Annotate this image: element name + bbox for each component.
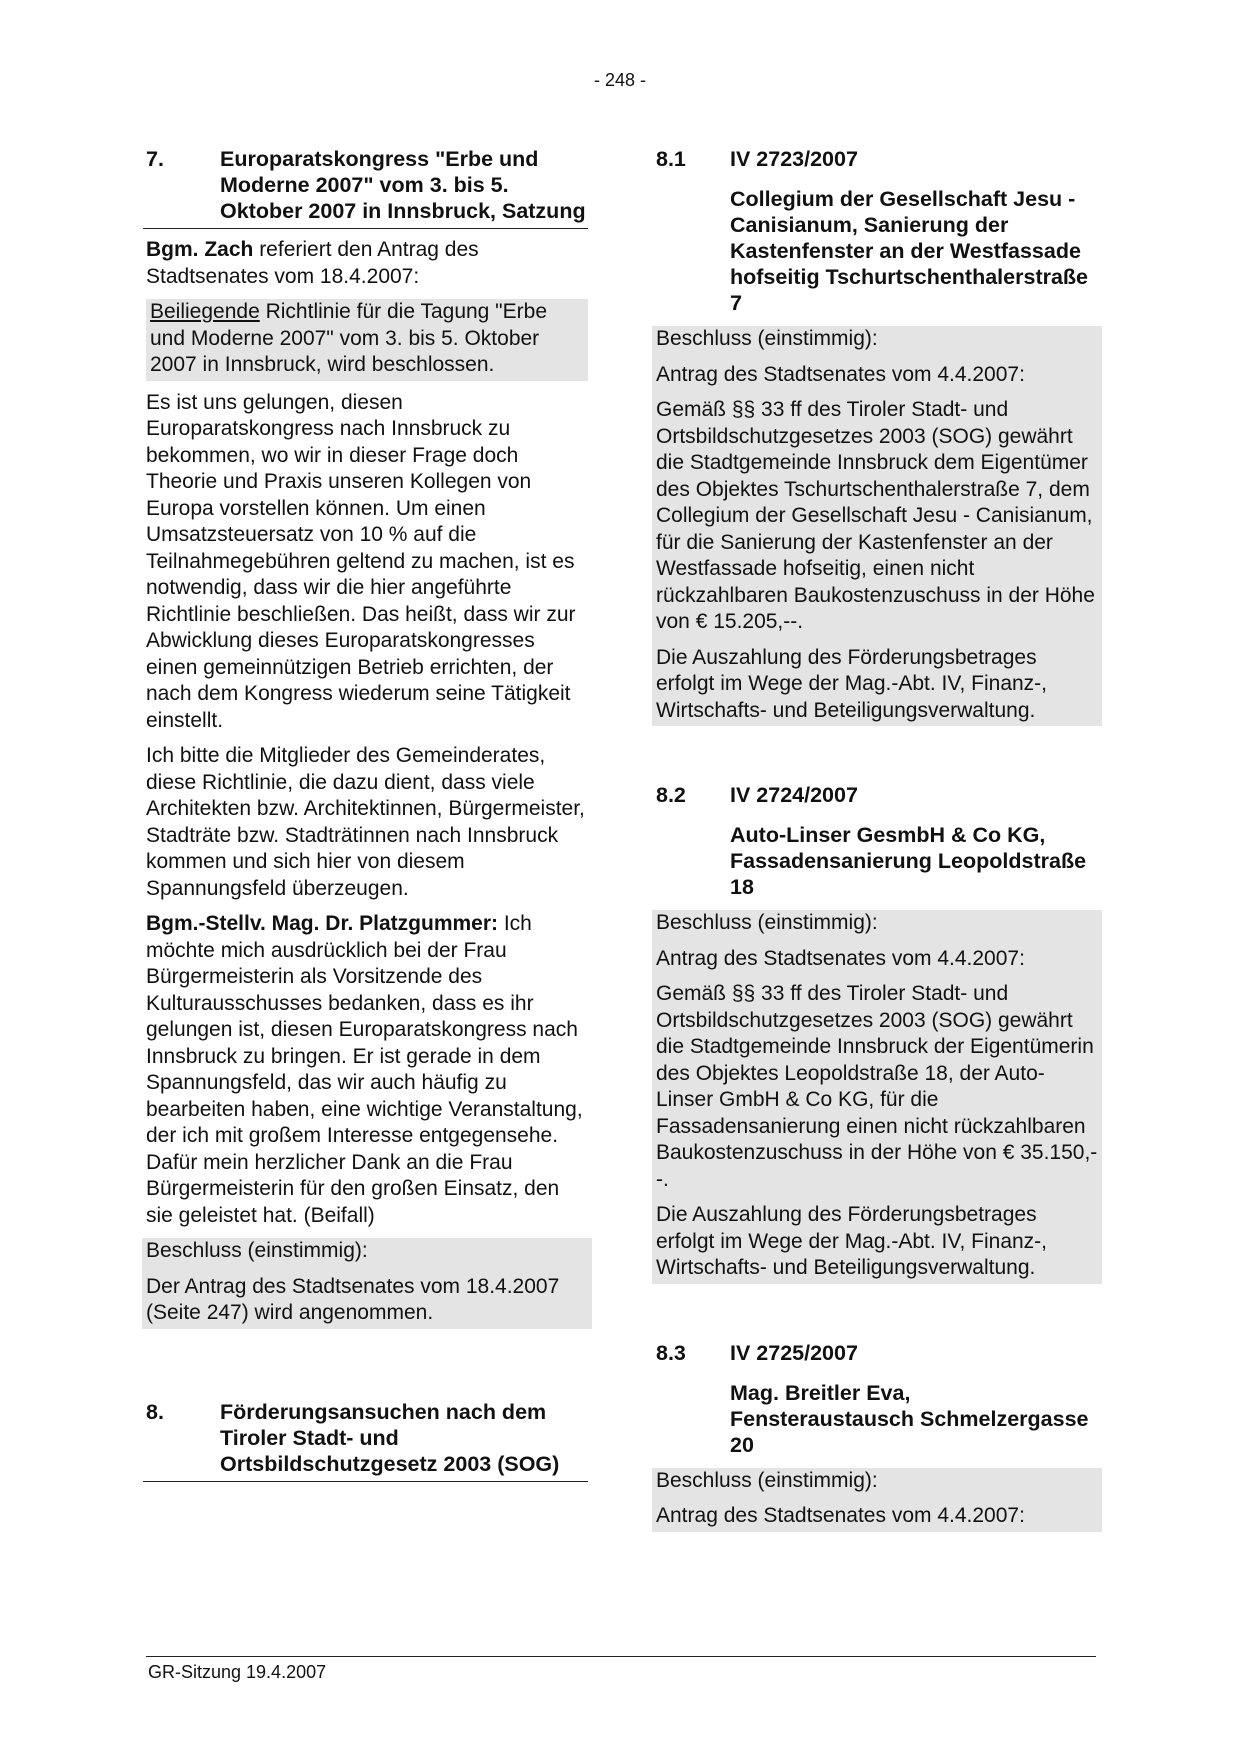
resolution-paragraph [146, 299, 588, 381]
item-8-3-heading [656, 1340, 1098, 1366]
item-8-1-number: 8.1 [656, 147, 686, 171]
item-8-2-block [652, 910, 1102, 1284]
item-8-1-block [652, 326, 1102, 726]
intro-text: referiert den Antrag des Stadtsenates vom 18.4.2007: [146, 238, 479, 288]
page-number: - 248 - [593, 70, 647, 90]
speech-paragraph-3 [146, 911, 588, 1229]
item-7-beschluss-text: Der Antrag des Stadtsenates vom 18.4.2007 (Seite 247) wird angenommen. [146, 1274, 560, 1324]
item-8-heading [143, 1399, 588, 1482]
item-8-2-antrag: Antrag des Stadtsenates vom 4.4.2007: [656, 946, 1025, 970]
item-8-3-block [652, 1468, 1102, 1532]
item-8-3-code: IV 2725/2007 [730, 1340, 858, 1365]
item-8-1-heading [656, 146, 1098, 172]
item-7-resolution-block [142, 1238, 592, 1329]
item-8-3-antrag: Antrag des Stadtsenates vom 4.4.2007: [656, 1504, 1025, 1527]
item-8-number: 8. [146, 1399, 164, 1424]
resolution-text: Richtlinie für die Tagung "Erbe und Moderne 2007" vom 3. bis 5. Oktober 2007 in Innsbruck, wird beschlossen. [150, 300, 547, 376]
item-8-3-beschluss: Beschluss (einstimmig): [656, 1468, 878, 1492]
item-7-number: 7. [146, 147, 164, 171]
item-8-2-code: IV 2724/2007 [730, 783, 858, 807]
item-8-1-code: IV 2723/2007 [730, 147, 858, 171]
item-8-3-number: 8.3 [656, 1340, 686, 1365]
item-7-heading [143, 146, 588, 229]
footer-text: GR-Sitzung 19.4.2007 [148, 1662, 327, 1682]
item-8-1-beschluss: Beschluss (einstimmig): [656, 327, 878, 350]
intro-speaker: Bgm. Zach [146, 238, 254, 261]
item-8-2-payout: Die Auszahlung des Förderungsbetrages erfolgt im Wege der Mag.-Abt. IV, Finanz-, Wirtschafts- und Beteiligungsverwaltung. [656, 1203, 1048, 1279]
item-8-2-heading [656, 782, 1098, 808]
speaker-name: Bgm.-Stellv. Mag. Dr. Platzgummer: [146, 912, 499, 935]
item-8-1-payout: Die Auszahlung des Förderungsbetrages erfolgt im Wege der Mag.-Abt. IV, Finanz-, Wirtschafts- und Beteiligungsverwaltung. [656, 645, 1048, 722]
item-8-1-antrag: Antrag des Stadtsenates vom 4.4.2007: [656, 362, 1025, 386]
right-column [656, 146, 1098, 1532]
intro-paragraph [146, 237, 588, 290]
item-8-2-beschluss: Beschluss (einstimmig): [656, 911, 878, 934]
speech-paragraph-2: Ich bitte die Mitglieder des Gemeinderates, diese Richtlinie, die dazu dient, dass viele Architekten bzw. Architektinnen, Bürgermeister, Stadträte bzw. Stadträtinnen nach Innsbruck kommen und sich hier von diesem Spannungsfeld überzeugen. [146, 744, 585, 900]
resolution-underlined: Beiliegende [150, 300, 260, 323]
speech-text: Ich möchte mich ausdrücklich bei der Frau Bürgermeisterin als Vorsitzende des Kulturausschusses bedanken, dass es ihr gelungen ist, diesen Europaratskongress nach Innsbruck zu bringen. Er ist gerade in dem Spannungsfeld, das wir auch häufig zu bearbeiten haben, eine wichtige Veranstaltung, der ich mit großem Interesse entgegensehe. Dafür mein herzlicher Dank an die Frau Bürgermeisterin für den großen Einsatz, den sie geleistet hat. (Beifall) [146, 912, 583, 1227]
item-8-2-subtitle: Auto-Linser GesmbH & Co KG, Fassadensanierung Leopoldstraße 18 [730, 823, 1087, 899]
item-8-1-subtitle: Collegium der Gesellschaft Jesu - Canisianum, Sanierung der Kastenfenster an der Westfassade hofseitig Tschurtschenthalerstraße 7 [730, 187, 1089, 315]
item-8-1-text: Gemäß §§ 33 ff des Tiroler Stadt- und Ortsbildschutzgesetzes 2003 (SOG) gewährt die Stadtgemeinde Innsbruck dem Eigentümer des Objektes Tschurtschenthalerstraße 7, dem Collegium der Gesellschaft Jesu - Canisianum, für die Sanierung der Kastenfenster an der Westfassade hofseitig, einen nicht rückzahlbaren Baukostenzuschuss in der Höhe von € 15.205,--. [656, 398, 1095, 633]
item-7-beschluss: Beschluss (einstimmig): [146, 1239, 368, 1262]
item-8-3-subtitle: Mag. Breitler Eva, Fensteraustausch Schmelzergasse 20 [730, 1380, 1089, 1457]
item-8-title: Förderungsansuchen nach dem Tiroler Stadt- und Ortsbildschutzgesetz 2003 (SOG) [220, 1399, 560, 1476]
item-8-2-number: 8.2 [656, 783, 686, 807]
item-7-title: Europaratskongress "Erbe und Moderne 2007" vom 3. bis 5. Oktober 2007 in Innsbruck, Satzung [220, 147, 586, 223]
left-column [146, 146, 588, 1490]
speech-paragraph-1: Es ist uns gelungen, diesen Europaratskongress nach Innsbruck zu bekommen, wo wir in dieser Frage doch Theorie und Praxis unseren Kollegen von Europa vorstellen können. Um einen Umsatzsteuersatz von 10 % auf die Teilnahmegebühren geltend zu machen, ist es notwendig, dass wir die hier angeführte Richtlinie beschließen. Das heißt, dass wir zur Abwicklung dieses Europaratskongresses einen gemeinnützigen Betrieb errichten, der nach dem Kongress wiederum seine Tätigkeit einstellt. [146, 390, 576, 732]
footer-divider [146, 1656, 1096, 1657]
item-8-2-text: Gemäß §§ 33 ff des Tiroler Stadt- und Ortsbildschutzgesetzes 2003 (SOG) gewährt die Stadtgemeinde Innsbruck der Eigentümerin des Objektes Leopoldstraße 18, der Auto-Linser GmbH & Co KG, für die Fassadensanierung einen nicht rückzahlbaren Baukostenzuschuss in der Höhe von € 35.150,--. [656, 982, 1098, 1191]
